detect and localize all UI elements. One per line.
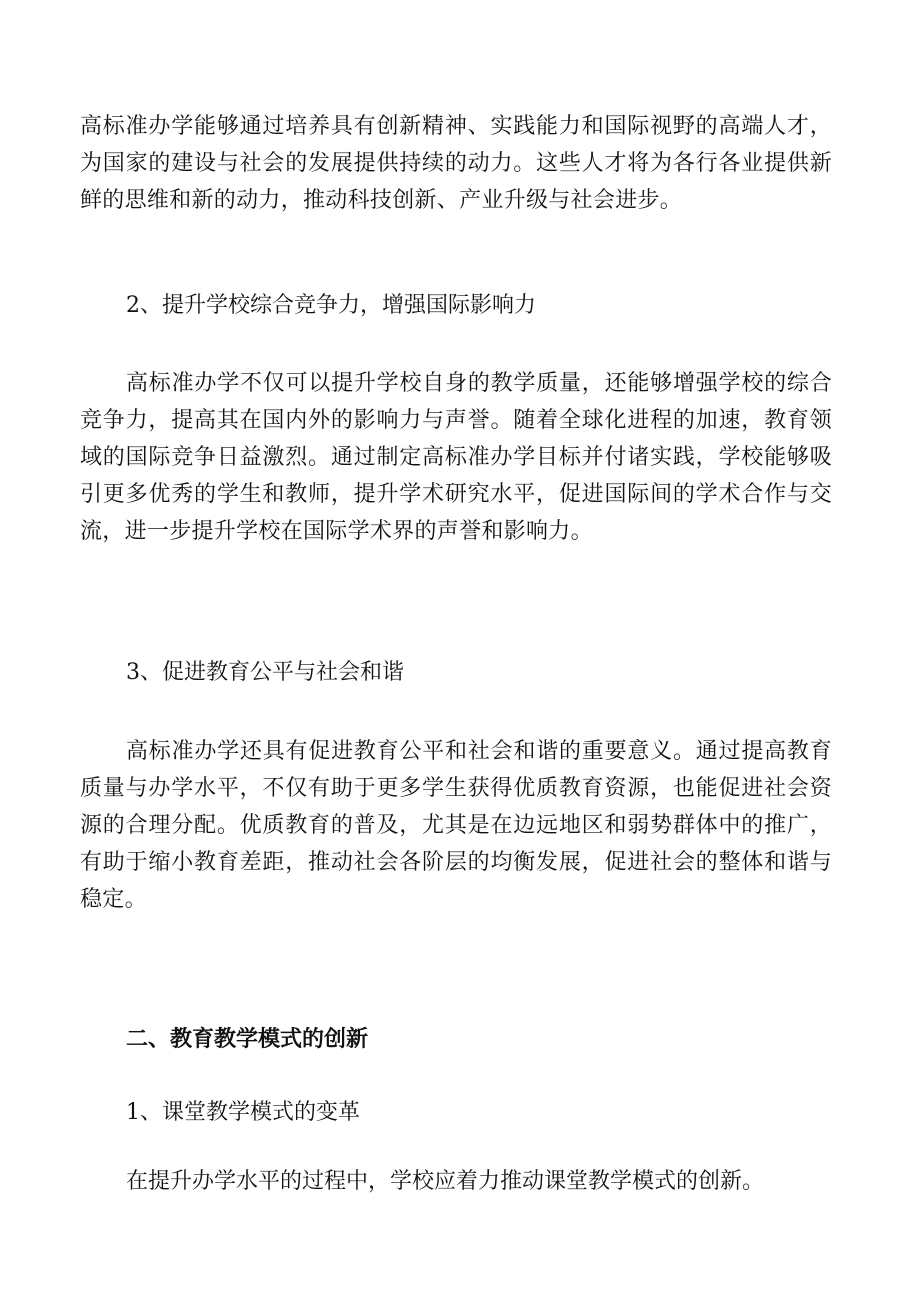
paragraph-education-equity: 高标准办学还具有促进教育公平和社会和谐的重要意义。通过提高教育质量与办学水平，不仅有助于更多学生获得优质教育资源，也能促进社会资源的合理分配。优质教育的普及，尤其是在边远地区和弱势群体中的推广，有助于缩小教育差距，推动社会各阶层的均衡发展，促进社会的整体和谐与稳定。 <box>80 739 832 912</box>
subheading-classroom-reform: 1、课堂教学模式的变革 <box>126 1100 360 1125</box>
paragraph-classroom-reform: 在提升办学水平的过程中，学校应着力推动课堂教学模式的创新。 <box>126 1169 765 1194</box>
subheading-competitiveness: 2、提升学校综合竞争力，增强国际影响力 <box>126 293 536 318</box>
section-heading-teaching-innovation: 二、教育教学模式的创新 <box>126 1026 369 1052</box>
paragraph-competitiveness: 高标准办学不仅可以提升学校自身的教学质量，还能够增强学校的综合竞争力，提高其在国内外的影响力与声誉。随着全球化进程的加速，教育领域的国际竞争日益激烈。通过制定高标准办学目标并付诸实践，学校能够吸引更多优秀的学生和教师，提升学术研究水平，促进国际间的学术合作与交流，进一步提升学校在国际学术界的声誉和影响力。 <box>80 371 832 544</box>
paragraph-talent-cultivation: 高标准办学能够通过培养具有创新精神、实践能力和国际视野的高端人才，为国家的建设与社会的发展提供持续的动力。这些人才将为各行各业提供新鲜的思维和新的动力，推动科技创新、产业升级与社会进步。 <box>80 114 832 213</box>
subheading-education-equity: 3、促进教育公平与社会和谐 <box>126 660 404 685</box>
